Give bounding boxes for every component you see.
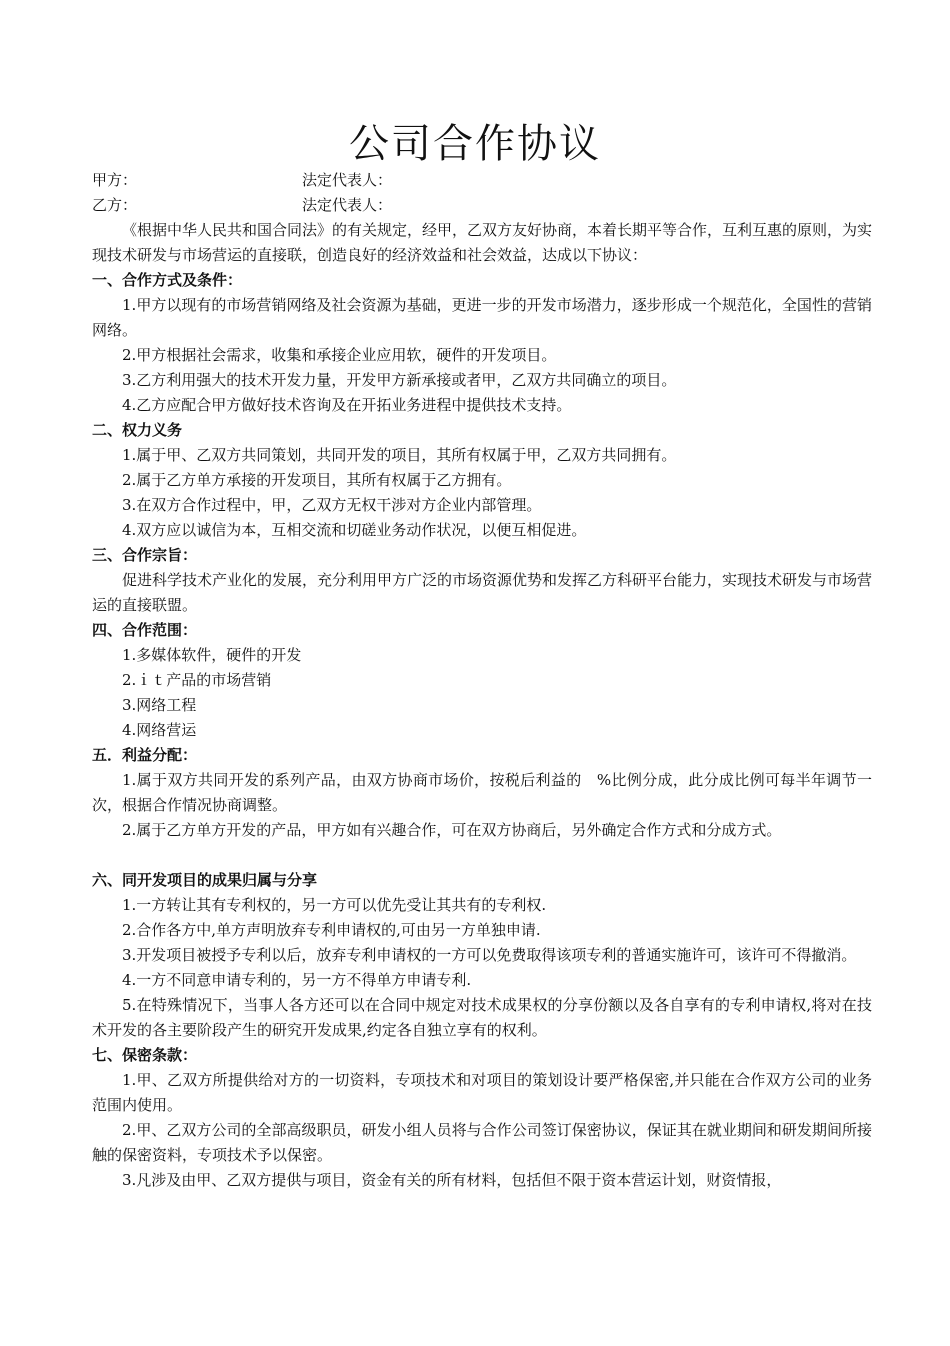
clause-item: 4.网络营运	[122, 721, 197, 739]
party-a-row	[92, 168, 872, 193]
clause-item: 3.乙方利用强大的技术开发力量，开发甲方新承接或者甲，乙双方共同确立的项目。	[122, 371, 677, 389]
clause-item: 2.甲、乙双方公司的全部高级职员，研发小组人员将与合作公司签订保密协议，保证其在就业期间和研发期间所接触的保密资料，专项技术予以保密。	[92, 1121, 872, 1164]
clause-item: 3.在双方合作过程中，甲，乙双方无权干涉对方企业内部管理。	[122, 496, 542, 514]
clause-item: 3.开发项目被授予专利以后，放弃专利申请权的一方可以免费取得该项专利的普通实施许可，该许可不得撤消。	[122, 946, 857, 964]
party-b-row	[92, 193, 872, 218]
party-b-representative-label: 法定代表人：	[302, 196, 393, 214]
clause-item: 5.在特殊情况下，当事人各方还可以在合同中规定对技术成果权的分享份额以及各自享有的专利申请权,将对在技术开发的各主要阶段产生的研究开发成果,约定各自独立享有的权利。	[92, 996, 872, 1039]
section-heading: 七、保密条款：	[92, 1046, 198, 1064]
clause-item: 4.乙方应配合甲方做好技术咨询及在开拓业务进程中提供技术支持。	[122, 396, 572, 414]
clause-item: 1.多媒体软件，硬件的开发	[122, 646, 302, 664]
section-heading: 四、合作范围：	[92, 621, 198, 639]
blank-line	[92, 843, 872, 868]
party-b-label: 乙方：	[92, 196, 138, 214]
section-heading: 三、合作宗旨：	[92, 546, 198, 564]
party-a-label: 甲方：	[92, 171, 138, 189]
clause-item: 1.一方转让其有专利权的，另一方可以优先受让其共有的专利权.	[122, 896, 547, 914]
section-heading: 二、权力义务	[92, 421, 183, 439]
clause-item: 1.甲、乙双方所提供给对方的一切资料，专项技术和对项目的策划设计要严格保密,并只能在合作双方公司的业务范围内使用。	[92, 1071, 872, 1114]
clause-item: 1.属于双方共同开发的系列产品，由双方协商市场价，按税后利益的 %比例分成，此分成比例可每半年调节一次，根据合作情况协商调整。	[92, 771, 872, 814]
clause-item: 3.凡涉及由甲、乙双方提供与项目，资金有关的所有材料，包括但不限于资本营运计划，财资情报，	[122, 1171, 782, 1189]
clause-item: 3.网络工程	[122, 696, 197, 714]
section-heading: 六、同开发项目的成果归属与分享	[92, 871, 318, 889]
clause-item: 促进科学技术产业化的发展，充分利用甲方广泛的市场资源优势和发挥乙方科研平台能力，实现技术研发与市场营运的直接联盟。	[92, 571, 873, 614]
clause-item: 4.双方应以诚信为本，互相交流和切磋业务动作状况，以便互相促进。	[122, 521, 587, 539]
clause-item: 2.属于乙方单方承接的开发项目，其所有权属于乙方拥有。	[122, 471, 512, 489]
clause-item: 2.属于乙方单方开发的产品，甲方如有兴趣合作，可在双方协商后，另外确定合作方式和分成方式。	[122, 821, 782, 839]
clause-item: 2.ｉｔ产品的市场营销	[122, 671, 272, 689]
document-body	[92, 168, 872, 1193]
clause-item: 1.属于甲、乙双方共同策划，共同开发的项目，其所有权属于甲，乙双方共同拥有。	[122, 446, 677, 464]
intro-paragraph: 《根据中华人民共和国合同法》的有关规定，经甲，乙双方友好协商，本着长期平等合作，互利互惠的原则，为实现技术研发与市场营运的直接联，创造良好的经济效益和社会效益，达成以下协议：	[92, 221, 873, 264]
section-heading: 一、合作方式及条件：	[92, 271, 243, 289]
clause-item: 4.一方不同意申请专利的，另一方不得单方申请专利.	[122, 971, 472, 989]
clause-item: 1.甲方以现有的市场营销网络及社会资源为基础，更进一步的开发市场潜力，逐步形成一个规范化，全国性的营销网络。	[92, 296, 872, 339]
section-heading: 五．利益分配：	[92, 746, 198, 764]
clause-item: 2.合作各方中,单方声明放弃专利申请权的,可由另一方单独申请.	[122, 921, 541, 939]
party-a-representative-label: 法定代表人：	[302, 171, 393, 189]
document-title: 公司合作协议	[349, 121, 601, 167]
clause-item: 2.甲方根据社会需求，收集和承接企业应用软，硬件的开发项目。	[122, 346, 557, 364]
